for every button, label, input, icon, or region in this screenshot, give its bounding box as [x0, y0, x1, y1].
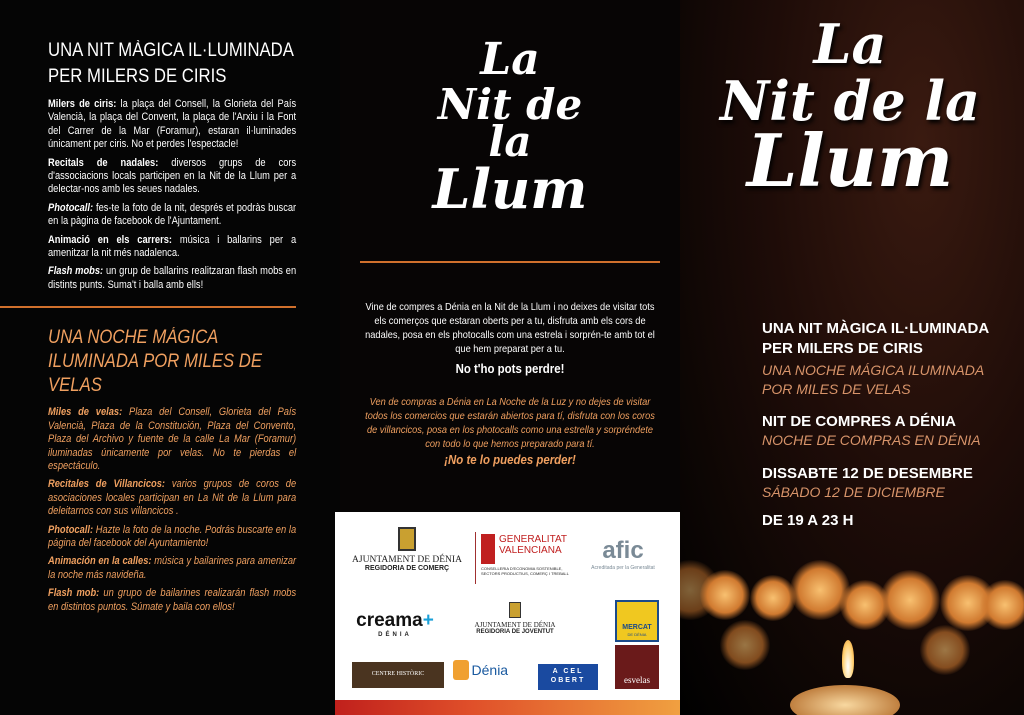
- logo-line: Nit de la: [437, 79, 583, 167]
- spanish-heading: UNA NOCHE MÁGICA ILUMINADA POR MILES DE VELAS: [48, 327, 263, 397]
- mercat-logo: [615, 600, 659, 642]
- bokeh-light: [920, 625, 970, 675]
- list-item: [48, 587, 296, 614]
- plus-icon: +: [422, 610, 434, 631]
- logo-line: La: [813, 12, 887, 76]
- event-logo: [410, 34, 610, 222]
- bokeh-light: [980, 580, 1024, 630]
- divider: [360, 261, 660, 263]
- catalan-heading: UNA NIT MÀGICA IL·LUMINADA PER MILERS DE CIRIS: [48, 40, 293, 87]
- logo-line: Llum: [432, 157, 588, 222]
- list-item: [48, 265, 296, 292]
- item-term: Milers de ciris:: [48, 98, 117, 110]
- item-term: Animació en els carrers:: [48, 233, 173, 246]
- middle-panel: [340, 0, 680, 715]
- generalitat-logo: [481, 534, 573, 576]
- ajuntament-joventut-logo: [460, 602, 570, 635]
- logo-text: Acreditada per la Generalitat: [591, 565, 655, 571]
- item-term: Flash mob:: [48, 587, 100, 600]
- spanish-body: [48, 406, 296, 614]
- item-term: Recitales de Villancicos:: [48, 478, 165, 491]
- item-text: Hazte la foto de la noche. Podrás buscarte en la página del facebook del Ayuntamiento!: [48, 523, 297, 549]
- invite-column: [362, 300, 658, 468]
- bokeh-light: [880, 570, 940, 630]
- invite-text: Vine de compres a Dénia en la Nit de la Llum i no deixes de visitar tots els comerços que estaran oberts per a tu, disfruta amb els cors de nadales, posa en els photocalls com una estrela i sorprén-te amb tot el que hem preparat per a tu.: [365, 301, 655, 355]
- coat-of-arms-icon: [398, 527, 416, 551]
- catalan-invite: [362, 300, 658, 377]
- divider: [475, 532, 476, 584]
- logo-text: GENERALITAT VALENCIANA: [499, 534, 567, 556]
- bokeh-light: [720, 620, 770, 670]
- item-term: Animación en la calles:: [48, 555, 152, 568]
- logo-text: MERCAT: [622, 624, 652, 631]
- logo-text: Dénia: [471, 662, 509, 678]
- logo-line: La: [480, 34, 540, 85]
- shopping-bag-icon: [453, 660, 469, 680]
- event-date: DISSABTE 12 DE DESEMBRE: [762, 465, 973, 482]
- item-term: Miles de velas:: [48, 406, 123, 419]
- invite-text: Ven de compras a Dénia en La Noche de la Luz y no dejes de visitar todos los comercios que estarán abiertos para tí, disfruta con los coros de villancicos, posa en los photocalls como una estrella y sorpréndete con todo lo que hemos preparado para tí.: [365, 396, 655, 450]
- list-item: [48, 406, 296, 473]
- flame-icon: [842, 640, 854, 678]
- list-item: [48, 234, 296, 261]
- sponsor-logos: [335, 512, 680, 700]
- logo-text: REGIDORIA DE JOVENTUT: [476, 629, 554, 635]
- logo-text: creama: [356, 610, 423, 631]
- item-text: un grup de ballarins realitzaran flash mobs en distints punts. Suma't i balla amb ells!: [48, 265, 297, 291]
- list-item: [48, 524, 296, 551]
- acel-obert-logo: A CEL OBERT: [538, 664, 598, 690]
- invite-cta: No t'ho pots perdre!: [455, 361, 565, 376]
- event-date-es: SÁBADO 12 DE DICIEMBRE: [762, 484, 945, 500]
- emblem-icon: [481, 534, 495, 564]
- logo-line: Llum: [746, 118, 954, 204]
- item-text: un grupo de bailarines realizarán flash mobs en distintos puntos. Súmate y baila con ellos!: [48, 587, 297, 613]
- esvelas-logo: esvelas: [615, 645, 659, 689]
- right-panel: [680, 0, 1024, 715]
- centre-historic-logo: CENTRE HISTÒRIC: [352, 662, 444, 688]
- invite-cta: ¡No te lo puedes perder!: [444, 452, 576, 467]
- item-text: fes-te la foto de la nit, després et podràs buscar en la pàgina de facebook de l'Ajuntament.: [48, 201, 297, 228]
- item-text: música y bailarines para amenizar la noche más navideña.: [48, 555, 297, 581]
- item-text: música i ballarins per a amenitzar la nit més nadalenca.: [48, 233, 297, 260]
- candle-icon: [790, 685, 900, 715]
- list-item: [48, 555, 296, 582]
- list-item: [48, 157, 296, 197]
- subheadline: UNA NOCHE MÁGICA ILUMINADA: [762, 362, 985, 378]
- divider: [0, 306, 296, 308]
- catalan-body: [48, 98, 296, 292]
- headline: NIT DE COMPRES A DÉNIA: [762, 413, 956, 430]
- logo-text: afic: [602, 537, 644, 564]
- subheadline: NOCHE DE COMPRAS EN DÉNIA: [762, 432, 981, 448]
- gradient-bar: [335, 700, 680, 715]
- headline: PER MILERS DE CIRIS: [762, 340, 923, 357]
- item-text: Plaza del Consell, Glorieta del País Valencià, Plaza de la Constitución, Plaza del Convento, Plaza del Archivo y fuente de la calle La Mar (Foramur) iluminadas únicamente por velas. No te pierdas el espectáculo.: [48, 406, 297, 472]
- logo-text: DÉNIA: [378, 632, 412, 638]
- item-text: varios grupos de coros de asociaciones locales participan en La Nit de la Llum para deleitarnos con sus villancicos .: [48, 478, 297, 518]
- left-column: [48, 38, 296, 619]
- item-text: la plaça del Consell, la Glorieta del País Valencià, la plaça del Convent, la plaça de l'Arxiu i la Font del Carrer de la Mar (Foramur), estaran il·luminades únicament per ciris. No et perdes l'espectacle!: [48, 98, 297, 151]
- logo-text: AJUNTAMENT DE DÉNIA: [474, 621, 556, 629]
- subheadline: POR MILES DE VELAS: [762, 381, 911, 397]
- event-time: DE 19 A 23 H: [762, 512, 854, 529]
- logo-text: REGIDORIA DE COMERÇ: [364, 565, 450, 572]
- logo-text: AJUNTAMENT DE DÉNIA: [352, 555, 462, 565]
- creama-logo: [350, 610, 440, 638]
- logo-text: CONSELLERIA D'ECONOMIA SOSTENIBLE, SECTORS PRODUCTIUS, COMERÇ I TREBALL: [481, 566, 569, 576]
- headline: UNA NIT MÀGICA IL·LUMINADA: [762, 320, 990, 337]
- ajuntament-comerc-logo: [343, 527, 471, 572]
- bokeh-light: [750, 575, 796, 621]
- afic-logo: [583, 537, 663, 571]
- list-item: [48, 202, 296, 229]
- logo-text: DE DÉNIA: [627, 632, 647, 637]
- list-item: [48, 98, 296, 152]
- item-term: Photocall:: [48, 523, 94, 536]
- item-term: Photocall:: [48, 201, 94, 214]
- item-term: Recitals de nadales:: [48, 156, 159, 169]
- coat-of-arms-icon: [509, 602, 521, 618]
- item-text: diversos grups de cors d'associacions locals participen en la Nit de la Llum per a delectar-nos amb les seues nadales.: [48, 156, 297, 196]
- list-item: [48, 478, 296, 518]
- logo-line: Nit de la: [719, 68, 981, 133]
- bokeh-light: [700, 570, 750, 620]
- left-panel: [0, 0, 340, 715]
- item-term: Flash mobs:: [48, 265, 104, 278]
- denia-logo: [453, 660, 529, 680]
- spanish-invite: [362, 395, 658, 468]
- event-logo: [700, 12, 1000, 204]
